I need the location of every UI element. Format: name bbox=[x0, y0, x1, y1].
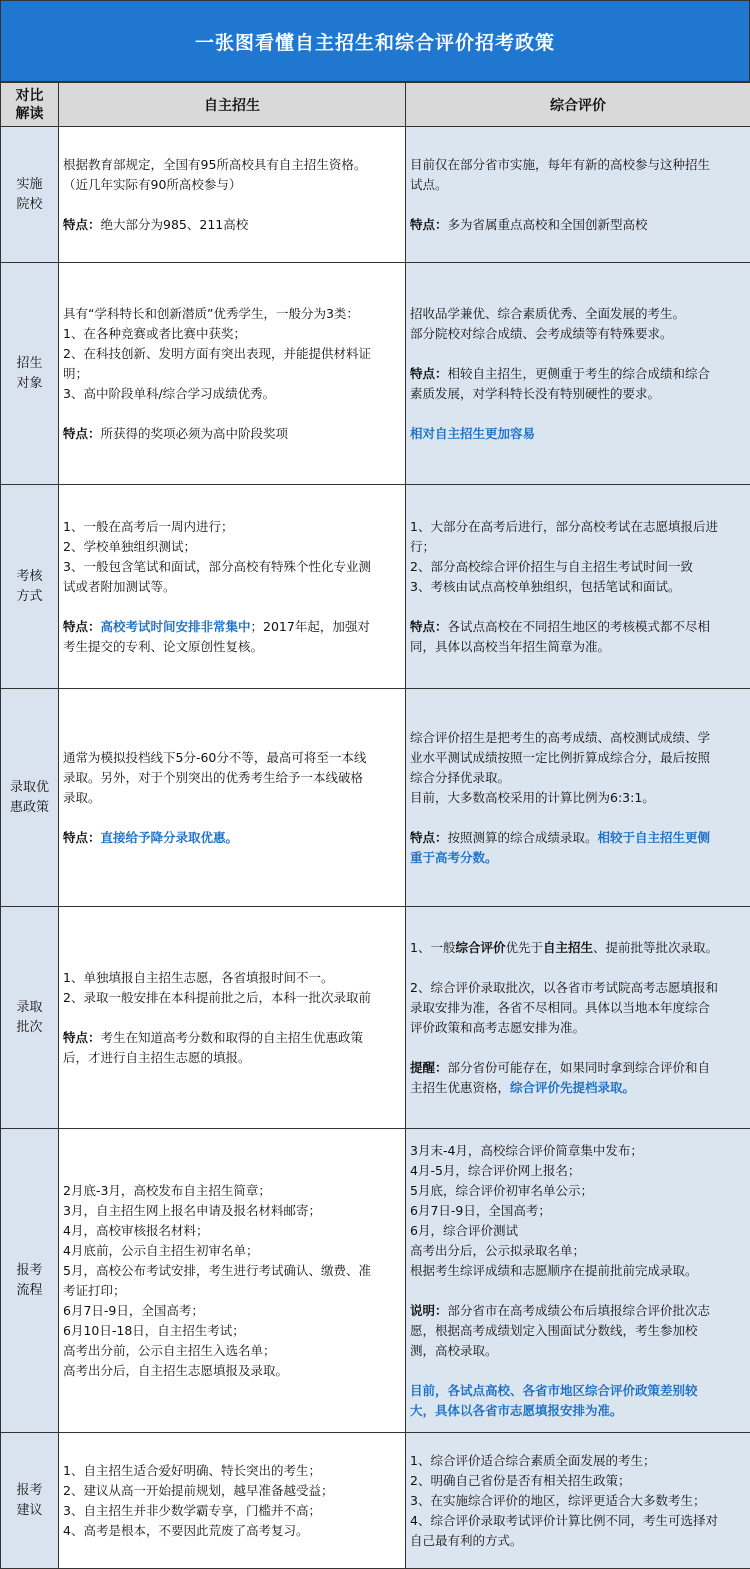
text-line bbox=[63, 1201, 401, 1221]
text-segment: 1、一般在高考后一周内进行； bbox=[63, 519, 233, 534]
row-label-line: 报考 bbox=[7, 1261, 52, 1281]
text-segment: 多为省属重点高校和全国创新型高校 bbox=[448, 217, 648, 232]
text-line bbox=[410, 1261, 746, 1281]
text-line bbox=[63, 788, 401, 808]
bold-label: 特点： bbox=[63, 619, 101, 634]
text-line bbox=[410, 557, 746, 577]
text-line bbox=[63, 215, 401, 235]
text-segment: 各试点高校在不同招生地区的考核模式都不尽相 bbox=[448, 619, 711, 634]
independent-admission-cell bbox=[59, 263, 406, 485]
text-segment: 综合分择优录取。 bbox=[410, 770, 510, 785]
text-segment: 录取安排为准，各省不尽相同。具体以当地本年度综合 bbox=[410, 1000, 710, 1015]
text-line bbox=[63, 1261, 401, 1281]
text-segment: 4、高考是根本，不要因此荒废了高考复习。 bbox=[63, 1523, 308, 1538]
blank-line bbox=[410, 958, 746, 978]
highlight-text: 相对自主招生更加容易 bbox=[410, 426, 535, 441]
independent-admission-cell bbox=[59, 689, 406, 907]
text-segment: 试点。 bbox=[410, 177, 448, 192]
text-segment: 4、综合评价录取考试评价计算比例不同，考生可选择对 bbox=[410, 1513, 718, 1528]
bold-label: 特点： bbox=[63, 217, 101, 232]
text-line bbox=[410, 1531, 746, 1551]
text-line bbox=[410, 1451, 746, 1471]
row-label bbox=[1, 485, 59, 689]
text-line bbox=[63, 1048, 401, 1068]
text-line bbox=[63, 1521, 401, 1541]
text-segment: 自己最有利的方式。 bbox=[410, 1533, 523, 1548]
text-segment: 1、在各种竞赛或者比赛中获奖； bbox=[63, 326, 246, 341]
row-label-line: 建议 bbox=[7, 1501, 52, 1521]
text-line bbox=[63, 1461, 401, 1481]
row-label bbox=[1, 263, 59, 485]
row-label-line: 考核 bbox=[7, 567, 52, 587]
row-label bbox=[1, 689, 59, 907]
bold-label: 提醒： bbox=[410, 1060, 448, 1075]
text-segment: 6月7日-9日，全国高考； bbox=[410, 1203, 551, 1218]
row-institutions bbox=[1, 127, 750, 263]
text-segment: 4月-5月，综合评价网上报名； bbox=[410, 1163, 580, 1178]
blank-line bbox=[63, 195, 401, 215]
text-segment: 考生在知道高考分数和取得的自主招生优惠政策 bbox=[101, 1030, 364, 1045]
text-line bbox=[410, 938, 746, 958]
text-segment: 部分省市在高考成绩公布后填报综合评价批次志 bbox=[448, 1303, 711, 1318]
row-admission-batch bbox=[1, 907, 750, 1129]
independent-admission-cell bbox=[59, 1433, 406, 1569]
text-segment: 明； bbox=[63, 366, 88, 381]
text-segment: 3、一般包含笔试和面试，部分高校有特殊个性化专业测 bbox=[63, 559, 371, 574]
text-segment: 6月7日-9日，全国高考； bbox=[63, 1303, 204, 1318]
text-line bbox=[63, 1321, 401, 1341]
text-line bbox=[410, 1321, 746, 1341]
text-segment: 业水平测试成绩按照一定比例折算成综合分，最后按照 bbox=[410, 750, 710, 765]
text-line bbox=[410, 978, 746, 998]
row-admission-preference bbox=[1, 689, 750, 907]
text-segment: 3、自主招生并非少数学霸专享，门槛并不高； bbox=[63, 1503, 321, 1518]
text-segment: 4月底前，公示自主招生初审名单； bbox=[63, 1243, 258, 1258]
text-line bbox=[410, 1401, 746, 1421]
text-line bbox=[63, 1341, 401, 1361]
bold-label: 特点： bbox=[63, 426, 101, 441]
highlight-text: 相较于自主招生更侧 bbox=[598, 830, 711, 845]
text-line bbox=[63, 1361, 401, 1381]
comprehensive-evaluation-cell bbox=[406, 263, 750, 485]
text-line bbox=[410, 1241, 746, 1261]
text-segment: 试或者附加测试等。 bbox=[63, 579, 176, 594]
row-label-line: 批次 bbox=[7, 1018, 52, 1038]
text-line bbox=[410, 155, 746, 175]
text-segment: 通常为模拟投档线下5分-60分不等，最高可将至一本线 bbox=[63, 750, 366, 765]
text-segment: 目前仅在部分省市实施，每年有新的高校参与这种招生 bbox=[410, 157, 710, 172]
blank-line bbox=[63, 597, 401, 617]
text-line bbox=[410, 324, 746, 344]
header-comprehensive-evaluation: 综合评价 bbox=[406, 83, 750, 127]
text-segment: 1、综合评价适合综合素质全面发展的考生； bbox=[410, 1453, 655, 1468]
highlight-text: 直接给予降分录取优惠。 bbox=[101, 830, 239, 845]
bold-text: 综合评价 bbox=[455, 940, 505, 955]
text-line bbox=[410, 1201, 746, 1221]
text-segment: 6月，综合评价测试 bbox=[410, 1223, 518, 1238]
text-segment: 2、综合评价录取批次，以各省市考试院高考志愿填报和 bbox=[410, 980, 718, 995]
text-line bbox=[410, 1058, 746, 1078]
comprehensive-evaluation-cell bbox=[406, 907, 750, 1129]
text-line bbox=[63, 1281, 401, 1301]
text-segment: 2、明确自己省份是否有相关招生政策； bbox=[410, 1473, 630, 1488]
text-segment: 1、自主招生适合爱好明确、特长突出的考生； bbox=[63, 1463, 321, 1478]
row-label-line: 招生 bbox=[7, 354, 52, 374]
comprehensive-evaluation-cell bbox=[406, 1129, 750, 1433]
page-title: 一张图看懂自主招生和综合评价招考政策 bbox=[0, 0, 750, 82]
text-line bbox=[410, 1141, 746, 1161]
text-line bbox=[410, 537, 746, 557]
bold-text: 自主招生 bbox=[543, 940, 593, 955]
highlight-text: 高校考试时间安排非常集中 bbox=[101, 619, 251, 634]
highlight-text: 重于高考分数。 bbox=[410, 850, 498, 865]
text-line bbox=[410, 1381, 746, 1401]
bold-label: 特点： bbox=[63, 1030, 101, 1045]
row-label bbox=[1, 127, 59, 263]
text-line bbox=[410, 577, 746, 597]
row-label bbox=[1, 907, 59, 1129]
text-line bbox=[63, 1221, 401, 1241]
text-segment: 2、建议从高一开始提前规划，越早准备越受益； bbox=[63, 1483, 333, 1498]
text-segment: 5月底，综合评价初审名单公示； bbox=[410, 1183, 593, 1198]
text-line bbox=[63, 617, 401, 637]
text-line bbox=[63, 637, 401, 657]
text-segment: 按照测算的综合成绩录取。 bbox=[448, 830, 598, 845]
text-line bbox=[63, 324, 401, 344]
text-segment: 愿，根据高考成绩划定入围面试分数线，考生参加校 bbox=[410, 1323, 698, 1338]
row-assessment-method bbox=[1, 485, 750, 689]
row-label-line: 录取 bbox=[7, 998, 52, 1018]
comprehensive-evaluation-cell bbox=[406, 127, 750, 263]
text-line bbox=[63, 1481, 401, 1501]
comparison-table bbox=[0, 82, 750, 1569]
text-segment: 部分省份可能存在，如果同时拿到综合评价和自 bbox=[448, 1060, 711, 1075]
text-line bbox=[63, 1241, 401, 1261]
blank-line bbox=[410, 1361, 746, 1381]
header-compare bbox=[1, 83, 59, 127]
text-line bbox=[410, 748, 746, 768]
bold-label: 特点： bbox=[410, 217, 448, 232]
text-line bbox=[410, 175, 746, 195]
comprehensive-evaluation-cell bbox=[406, 1433, 750, 1569]
text-segment: 4月，高校审核报名材料； bbox=[63, 1223, 208, 1238]
text-segment: 优先于 bbox=[505, 940, 543, 955]
header-row bbox=[1, 83, 750, 127]
bold-label: 特点： bbox=[63, 830, 101, 845]
row-label bbox=[1, 1129, 59, 1433]
independent-admission-cell bbox=[59, 127, 406, 263]
text-segment: 部分院校对综合成绩、会考成绩等有特殊要求。 bbox=[410, 326, 673, 341]
text-segment: 2、在科技创新、发明方面有突出表现，并能提供材料证 bbox=[63, 346, 371, 361]
bold-label: 说明： bbox=[410, 1303, 448, 1318]
text-segment: 3月末-4月，高校综合评价简章集中发布； bbox=[410, 1143, 643, 1158]
text-line bbox=[410, 1511, 746, 1531]
text-segment: 录取。 bbox=[63, 790, 101, 805]
text-segment: 、提前批等批次录取。 bbox=[593, 940, 718, 955]
header-independent-admission: 自主招生 bbox=[59, 83, 406, 127]
text-segment: 行； bbox=[410, 539, 435, 554]
text-line bbox=[410, 788, 746, 808]
text-line bbox=[63, 1028, 401, 1048]
text-line bbox=[63, 364, 401, 384]
row-label-line: 实施 bbox=[7, 175, 52, 195]
text-line bbox=[63, 537, 401, 557]
text-segment: 评价政策和高考志愿安排为准。 bbox=[410, 1020, 585, 1035]
independent-admission-cell bbox=[59, 1129, 406, 1433]
text-line bbox=[410, 424, 746, 444]
blank-line bbox=[410, 195, 746, 215]
text-segment: 3、在实施综合评价的地区，综评更适合大多数考生； bbox=[410, 1493, 705, 1508]
text-line bbox=[410, 384, 746, 404]
text-segment: 1、单独填报自主招生志愿，各省填报时间不一。 bbox=[63, 970, 333, 985]
text-line bbox=[63, 424, 401, 444]
text-segment: 绝大部分为985、211高校 bbox=[101, 217, 249, 232]
text-segment: 2、学校单独组织测试； bbox=[63, 539, 196, 554]
text-line bbox=[410, 998, 746, 1018]
text-segment: 5月，高校公布考试安排，考生进行考试确认、缴费、准 bbox=[63, 1263, 371, 1278]
row-label-line: 报考 bbox=[7, 1481, 52, 1501]
text-segment: 6月10日-18日，自主招生考试； bbox=[63, 1323, 245, 1338]
text-line bbox=[63, 577, 401, 597]
text-line bbox=[410, 1018, 746, 1038]
text-segment: 考证打印； bbox=[63, 1283, 126, 1298]
bold-label: 特点： bbox=[410, 830, 448, 845]
text-line bbox=[410, 1221, 746, 1241]
text-segment: 1、大部分在高考后进行，部分高校考试在志愿填报后进 bbox=[410, 519, 718, 534]
text-segment: 综合评价招生是把考生的高考成绩、高校测试成绩、学 bbox=[410, 730, 710, 745]
text-line bbox=[63, 344, 401, 364]
text-line bbox=[410, 364, 746, 384]
text-segment: 考生提交的专利、论文原创性复核。 bbox=[63, 639, 263, 654]
blank-line bbox=[410, 1281, 746, 1301]
text-segment: 同，具体以高校当年招生简章为准。 bbox=[410, 639, 610, 654]
text-segment: 目前，大多数高校采用的计算比例为6:3:1。 bbox=[410, 790, 655, 805]
blank-line bbox=[63, 808, 401, 828]
text-line bbox=[410, 517, 746, 537]
blank-line bbox=[410, 1038, 746, 1058]
text-segment: ；2017年起，加强对 bbox=[251, 619, 370, 634]
bold-label: 特点： bbox=[410, 619, 448, 634]
text-line bbox=[63, 155, 401, 175]
text-line bbox=[410, 215, 746, 235]
text-segment: 主招生优惠资格， bbox=[410, 1080, 510, 1095]
text-line bbox=[63, 828, 401, 848]
text-line bbox=[63, 1501, 401, 1521]
text-segment: 素质发展，对学科特长没有特别硬性的要求。 bbox=[410, 386, 660, 401]
text-line bbox=[410, 728, 746, 748]
text-segment: 高考出分前，公示自主招生入选名单； bbox=[63, 1343, 276, 1358]
text-segment: 后，才进行自主招生志愿的填报。 bbox=[63, 1050, 251, 1065]
blank-line bbox=[410, 344, 746, 364]
header-compare-line: 解读 bbox=[1, 105, 58, 123]
text-line bbox=[63, 748, 401, 768]
row-application-advice bbox=[1, 1433, 750, 1569]
row-label-line: 惠政策 bbox=[7, 798, 52, 818]
text-line bbox=[63, 557, 401, 577]
text-segment: 录取。另外，对于个别突出的优秀考生给予一本线破格 bbox=[63, 770, 363, 785]
text-line bbox=[410, 1301, 746, 1321]
text-line bbox=[63, 517, 401, 537]
row-label-line: 方式 bbox=[7, 587, 52, 607]
text-segment: 高考出分后，公示拟录取名单； bbox=[410, 1243, 585, 1258]
text-line bbox=[63, 968, 401, 988]
bold-label: 特点： bbox=[410, 366, 448, 381]
blank-line bbox=[410, 597, 746, 617]
text-segment: 3月，自主招生网上报名申请及报名材料邮寄； bbox=[63, 1203, 321, 1218]
text-segment: 3、考核由试点高校单独组织，包括笔试和面试。 bbox=[410, 579, 680, 594]
row-label-line: 流程 bbox=[7, 1281, 52, 1301]
header-compare-line: 对比 bbox=[1, 87, 58, 105]
comprehensive-evaluation-cell bbox=[406, 485, 750, 689]
text-line bbox=[63, 304, 401, 324]
row-label-line: 院校 bbox=[7, 195, 52, 215]
text-line bbox=[63, 1181, 401, 1201]
text-segment: 2月底-3月，高校发布自主招生简章； bbox=[63, 1183, 271, 1198]
text-line bbox=[410, 1471, 746, 1491]
blank-line bbox=[410, 808, 746, 828]
text-line bbox=[410, 1161, 746, 1181]
text-segment: （近几年实际有90所高校参与） bbox=[63, 177, 241, 192]
text-segment: 2、录取一般安排在本科提前批之后，本科一批次录取前 bbox=[63, 990, 371, 1005]
text-line bbox=[63, 768, 401, 788]
text-line bbox=[63, 175, 401, 195]
text-segment: 招收品学兼优、综合素质优秀、全面发展的考生。 bbox=[410, 306, 685, 321]
independent-admission-cell bbox=[59, 485, 406, 689]
text-line bbox=[410, 1491, 746, 1511]
text-line bbox=[410, 1341, 746, 1361]
row-label-line: 录取优 bbox=[7, 778, 52, 798]
row-label-line: 对象 bbox=[7, 374, 52, 394]
text-line bbox=[410, 828, 746, 848]
text-line bbox=[410, 617, 746, 637]
blank-line bbox=[63, 404, 401, 424]
text-segment: 高考出分后，自主招生志愿填报及录取。 bbox=[63, 1363, 288, 1378]
text-segment: 根据考生综评成绩和志愿顺序在提前批前完成录取。 bbox=[410, 1263, 698, 1278]
text-segment: 所获得的奖项必须为高中阶段奖项 bbox=[101, 426, 289, 441]
text-segment: 测，高校录取。 bbox=[410, 1343, 498, 1358]
blank-line bbox=[63, 1008, 401, 1028]
text-segment: 2、部分高校综合评价招生与自主招生考试时间一致 bbox=[410, 559, 693, 574]
blank-line bbox=[410, 404, 746, 424]
text-line bbox=[410, 1181, 746, 1201]
text-line bbox=[63, 384, 401, 404]
text-segment: 相较自主招生，更侧重于考生的综合成绩和综合 bbox=[448, 366, 711, 381]
row-application-process bbox=[1, 1129, 750, 1433]
text-line bbox=[63, 988, 401, 1008]
text-segment: 1、一般 bbox=[410, 940, 455, 955]
text-line bbox=[410, 304, 746, 324]
text-segment: 3、高中阶段单科/综合学习成绩优秀。 bbox=[63, 386, 275, 401]
independent-admission-cell bbox=[59, 907, 406, 1129]
text-segment: 具有“学科特长和创新潜质”优秀学生，一般分为3类： bbox=[63, 306, 359, 321]
text-line bbox=[410, 768, 746, 788]
text-line bbox=[410, 848, 746, 868]
row-label bbox=[1, 1433, 59, 1569]
text-line bbox=[410, 637, 746, 657]
text-line bbox=[410, 1078, 746, 1098]
comprehensive-evaluation-cell bbox=[406, 689, 750, 907]
highlight-text: 综合评价先提档录取。 bbox=[510, 1080, 635, 1095]
highlight-text: 大，具体以各省市志愿填报安排为准。 bbox=[410, 1403, 623, 1418]
highlight-text: 目前，各试点高校、各省市地区综合评价政策差别较 bbox=[410, 1383, 698, 1398]
row-target-students bbox=[1, 263, 750, 485]
text-line bbox=[63, 1301, 401, 1321]
text-segment: 根据教育部规定，全国有95所高校具有自主招生资格。 bbox=[63, 157, 366, 172]
